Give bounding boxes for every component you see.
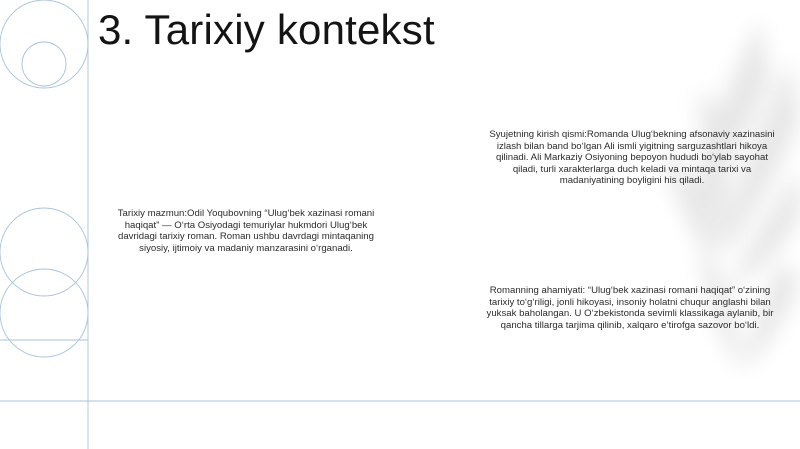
plot-intro-text: Syujetning kirish qismi:Romanda Ulug‘bekning afsonaviy xazinasini izlash bilan band bo‘lgan Ali ismli yigitning sarguzashtlari hikoya qilinadi. Ali Markaziy Osiyoning bepoyon hududi bo‘ylab sayohat qiladi, turli xarakterlarga duch keladi va mintaqa tarixi va madaniyatining boyligini his qiladi. (489, 129, 775, 187)
novel-importance-text: Romanning ahamiyati: “Ulug‘bek xazinasi romani haqiqat” o‘zining tarixiy to‘g‘riligi, jonli hikoyasi, insoniy holatni chuqur anglashi bilan yuksak baholangan. U O‘zbekistonda sevimli klassikaga aylanib, bir qancha tillarga tarjima qilinib, xalqaro e’tirofga sazovor bo‘ldi. (486, 285, 774, 331)
historical-content-text: Tarixiy mazmun:Odil Yoqubovning “Ulug‘bek xazinasi romani haqiqat” — O‘rta Osiyodagi temuriylar hukmdori Ulug‘bek davridagi tarixiy roman. Roman ushbu davrdagi mintaqaning siyosiy, ijtimoiy va madaniy manzarasini o‘rganadi. (117, 208, 375, 254)
slide-title: 3. Tarixiy kontekst (98, 6, 435, 53)
